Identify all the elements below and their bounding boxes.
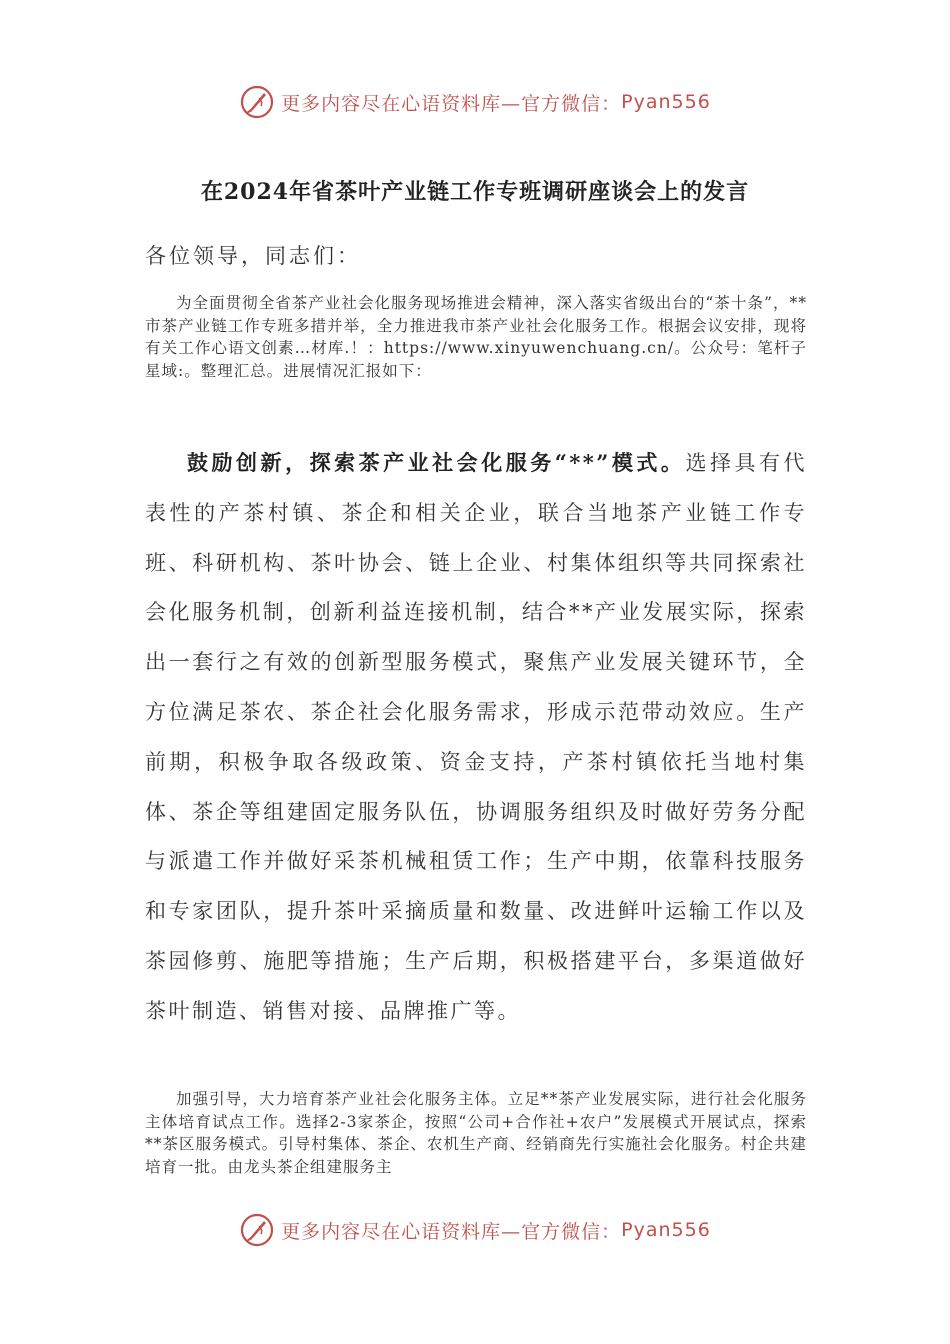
watermark-content [239, 1212, 711, 1248]
watermark-text: 更多内容尽在心语资料库—官方微信： [281, 1220, 622, 1243]
watermark-banner-top [0, 82, 950, 122]
section-2-paragraph: 加强引导，大力培育茶产业社会化服务主体。立足**茶产业发展实际，进行社会化服务主体培育试点工作。选择2-3家茶企，按照“公司+合作社+农户”发展模式开展试点，探索**茶区服务模式。引导村集体、茶企、农机生产商、经销商先行实施社会化服务。村企共建培育一批。由龙头茶企组建服务主 [145, 1090, 807, 1176]
watermark-content [239, 84, 711, 120]
document-title: 在2024年省茶叶产业链工作专班调研座谈会上的发言 [200, 179, 750, 205]
quill-logo-icon [239, 84, 275, 120]
watermark-text: 更多内容尽在心语资料库—官方微信： [281, 92, 622, 115]
watermark-handle: Pyan556 [621, 1219, 711, 1241]
section-1-paragraph [145, 438, 807, 1037]
section-1-body: 选择具有代表性的产茶村镇、茶企和相关企业，联合当地茶产业链工作专班、科研机构、茶叶协会、链上企业、村集体组织等共同探索社会化服务机制，创新利益连接机制，结合**产业发展实际，探索出一套行之有效的创新型服务模式，聚焦产业发展关键环节，全方位满足茶农、茶企社会化服务需求，形成示范带动效应。生产前期，积极争取各级政策、资金支持，产茶村镇依托当地村集体、茶企等组建固定服务队伍，协调服务组织及时做好劳务分配与派遣工作并做好采茶机械租赁工作；生产中期，依靠科技服务和专家团队，提升茶叶采摘质量和数量、改进鲜叶运输工作以及茶园修剪、施肥等措施；生产后期，积极搭建平台，多渠道做好茶叶制造、销售对接、品牌推广等。 [145, 451, 808, 1023]
intro-paragraph: 为全面贯彻全省茶产业社会化服务现场推进会精神，深入落实省级出台的“茶十条”，**市茶产业链工作专班多措并举，全力推进我市茶产业社会化服务工作。根据会议安排，现将有关工作心语文创素…材库.！：https://www.xinyuwenchuang.cn/。公众号：笔杆子星域:。整理汇总。进展情况汇报如下： [145, 294, 807, 380]
section-1-heading: 鼓励创新，探索茶产业社会化服务“**”模式。 [187, 450, 686, 475]
greeting: 各位领导，同志们： [145, 244, 361, 268]
watermark-handle: Pyan556 [621, 91, 711, 113]
quill-logo-icon [239, 1212, 275, 1248]
watermark-banner-bottom [0, 1210, 950, 1250]
